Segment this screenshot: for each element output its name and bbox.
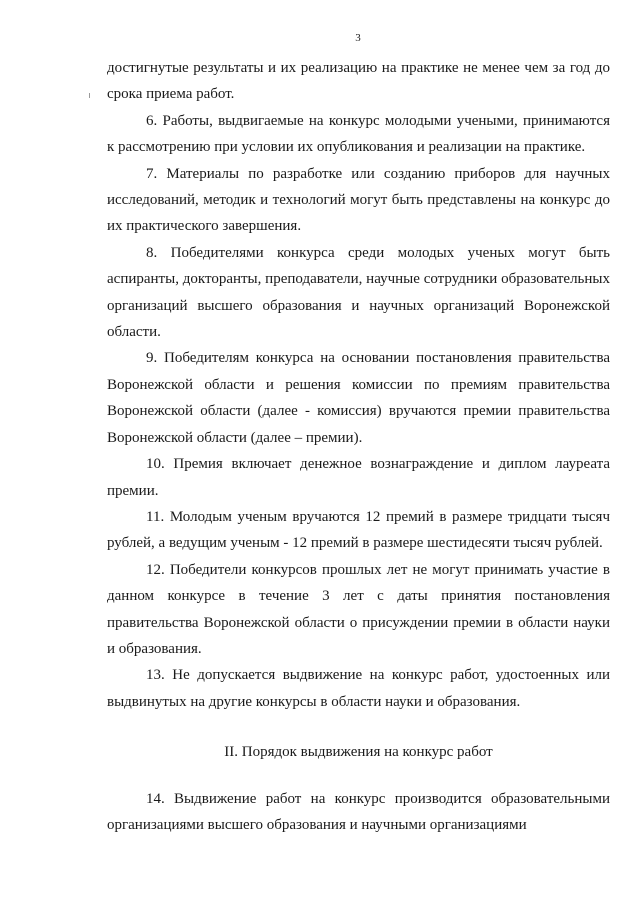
paragraph-11: 11. Молодым ученым вручаются 12 премий в размере тридцати тысяч рублей, а ведущим ученым - 12 премий в размере шестидесяти тысяч рублей. (107, 508, 610, 552)
section-heading: II. Порядок выдвижения на конкурс работ (224, 744, 493, 761)
document-body (107, 55, 610, 838)
paragraph-6: 6. Работы, выдвигаемые на конкурс молодыми учеными, принимаются к рассмотрению при условии их опубликования и реализации на практике. (107, 112, 610, 156)
paragraph-7: 7. Материалы по разработке или созданию приборов для научных исследований, методик и технологий могут быть представлены на конкурс до их практического завершения. (107, 165, 610, 235)
paragraph-continuation: достигнутые результаты и их реализацию на практике не менее чем за год до срока приема работ. (107, 60, 610, 103)
paragraph-10: 10. Премия включает денежное вознаграждение и диплом лауреата премии. (107, 456, 610, 499)
paragraph-14: 14. Выдвижение работ на конкурс производится образовательными организациями высшего образования и научными организациями (107, 790, 610, 833)
scan-speck (89, 93, 90, 98)
page-number: 3 (355, 32, 361, 44)
paragraph-8: 8. Победителями конкурса среди молодых ученых могут быть аспиранты, докторанты, преподаватели, научные сотрудники образовательных организаций высшего образования и научных организаций Воронежской области. (107, 244, 610, 341)
paragraph-13: 13. Не допускается выдвижение на конкурс работ, удостоенных или выдвинутых на другие конкурсы в области науки и образования. (107, 667, 610, 710)
paragraph-9: 9. Победителям конкурса на основании постановления правительства Воронежской области и решения комиссии по премиям правительства Воронежской области (далее - комиссия) вручаются премии правительства Воронежской области (далее – премии). (107, 350, 610, 446)
paragraph-12: 12. Победители конкурсов прошлых лет не могут принимать участие в данном конкурсе в течение 3 лет с даты принятия постановления правительства Воронежской области о присуждении премии в области науки и образования. (107, 561, 610, 657)
